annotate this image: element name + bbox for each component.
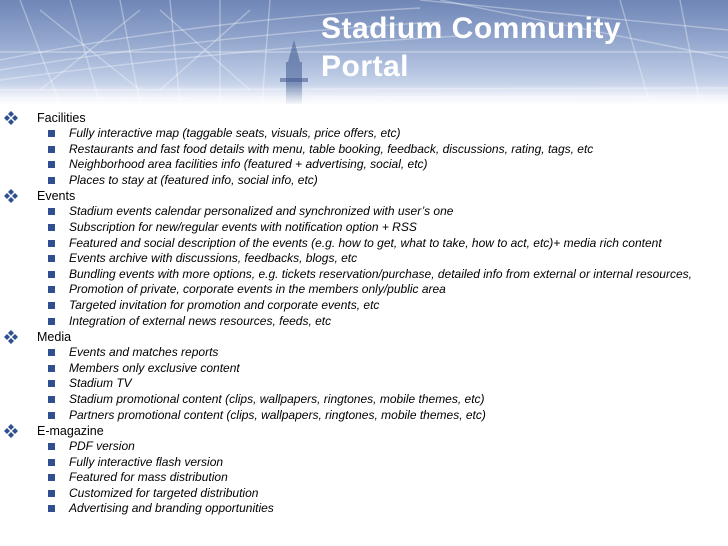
list-item — [0, 376, 728, 392]
list-item — [0, 392, 728, 408]
square-bullet-icon — [48, 365, 55, 372]
square-bullet-icon — [48, 255, 55, 262]
square-bullet-icon — [48, 380, 55, 387]
list-item-text: PDF version — [69, 439, 135, 454]
diamond-bullet-icon — [3, 110, 19, 126]
square-bullet-icon — [48, 271, 55, 278]
square-bullet-icon — [48, 240, 55, 247]
title-line-2: Portal — [321, 50, 410, 83]
list-item-text: Targeted invitation for promotion and corporate events, etc — [69, 297, 380, 312]
header-fade — [0, 84, 728, 104]
section-label: Events — [37, 189, 76, 204]
list-item-text: Fully interactive map (taggable seats, visuals, price offers, etc) — [69, 126, 401, 140]
list-item — [0, 282, 728, 298]
square-bullet-icon — [48, 443, 55, 450]
list-item — [0, 126, 728, 142]
list-item-text: Places to stay at (featured info, social info, etc) — [69, 172, 318, 187]
list-item-text: Stadium events calendar personalized and synchronized with user’s one — [69, 204, 454, 219]
list-item — [0, 204, 728, 220]
square-bullet-icon — [48, 459, 55, 466]
list-item — [0, 455, 728, 471]
square-bullet-icon — [48, 286, 55, 293]
square-bullet-icon — [48, 146, 55, 153]
list-item — [0, 470, 728, 486]
list-item — [0, 267, 728, 283]
list-item — [0, 157, 728, 173]
list-item-text: Members only exclusive content — [69, 360, 240, 375]
square-bullet-icon — [48, 161, 55, 168]
list-item-text: Fully interactive flash version — [69, 454, 224, 469]
list-item — [0, 345, 728, 361]
section-label: Media — [37, 330, 72, 345]
square-bullet-icon — [48, 505, 55, 512]
list-item — [0, 220, 728, 236]
list-item — [0, 439, 728, 455]
list-item — [0, 298, 728, 314]
list-item — [0, 501, 728, 517]
list-item-text: Events archive with discussions, feedbacks, blogs, etc — [69, 251, 358, 266]
list-item-text: Partners promotional content (clips, wallpapers, ringtones, mobile themes, etc) — [69, 407, 486, 422]
square-bullet-icon — [48, 349, 55, 356]
list-item-text: Featured for mass distribution — [69, 470, 228, 485]
list-item — [0, 173, 728, 189]
list-item-text: Advertising and branding opportunities — [69, 501, 274, 516]
list-item — [0, 314, 728, 330]
section-heading-item — [0, 329, 728, 345]
page-title — [321, 10, 621, 86]
square-bullet-icon — [48, 302, 55, 309]
section-heading-item — [0, 423, 728, 439]
slide-header — [0, 0, 728, 104]
list-item-text: Stadium TV — [69, 376, 132, 391]
diamond-bullet-icon — [3, 188, 19, 204]
list-item-text: Integration of external news resources, feeds, etc — [69, 313, 332, 328]
square-bullet-icon — [48, 130, 55, 137]
list-item-text: Bundling events with more options, e.g. tickets reservation/purchase, detailed info from external or internal resources, — [69, 266, 692, 281]
square-bullet-icon — [48, 208, 55, 215]
square-bullet-icon — [48, 318, 55, 325]
diamond-bullet-icon — [3, 423, 19, 439]
square-bullet-icon — [48, 490, 55, 497]
diamond-bullet-icon — [3, 329, 19, 345]
list-item-text: Customized for targeted distribution — [69, 485, 259, 500]
section-label: E-magazine — [37, 424, 104, 439]
list-item-text: Events and matches reports — [69, 345, 219, 360]
list-item-text: Stadium promotional content (clips, wallpapers, ringtones, mobile themes, etc) — [69, 391, 485, 406]
list-item — [0, 251, 728, 267]
list-item-text: Promotion of private, corporate events in the members only/public area — [69, 282, 446, 297]
square-bullet-icon — [48, 412, 55, 419]
square-bullet-icon — [48, 177, 55, 184]
list-item — [0, 361, 728, 377]
bullet-list — [0, 110, 728, 517]
section-heading-item — [0, 188, 728, 204]
list-item — [0, 236, 728, 252]
list-item — [0, 486, 728, 502]
square-bullet-icon — [48, 224, 55, 231]
title-line-1: Stadium Community — [321, 12, 622, 45]
section-label: Facilities — [37, 111, 86, 125]
square-bullet-icon — [48, 474, 55, 481]
list-item-text: Neighborhood area facilities info (featured + advertising, social, etc) — [69, 157, 428, 172]
list-item-text: Featured and social description of the events (e.g. how to get, what to take, how to act, etc)+ media rich content — [69, 235, 662, 250]
list-item-text: Restaurants and fast food details with menu, table booking, feedback, discussions, rating, tags, etc — [69, 141, 594, 156]
section-heading-item — [0, 110, 728, 126]
list-item — [0, 408, 728, 424]
square-bullet-icon — [48, 396, 55, 403]
list-item-text: Subscription for new/regular events with notification option + RSS — [69, 219, 417, 234]
list-item — [0, 142, 728, 158]
